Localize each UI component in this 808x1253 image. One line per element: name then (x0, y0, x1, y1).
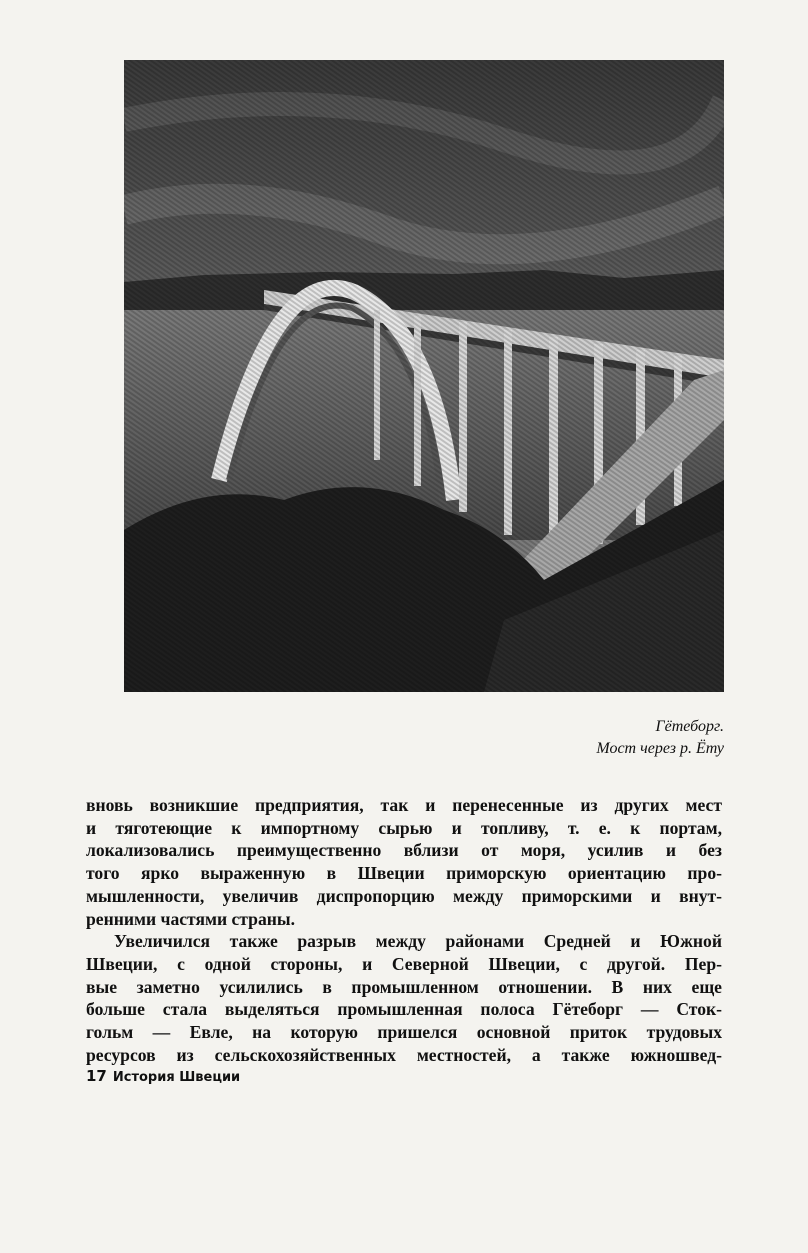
signature-title: История Швеции (112, 1070, 241, 1085)
text-line: Увеличился также разрыв между районами Средней и Южной (114, 931, 722, 952)
text-line: ренними частями страны. (86, 908, 296, 929)
text-line: гольм — Евле, на которую пришелся основной приток трудовых (86, 1022, 722, 1043)
caption-line-bridge: Мост через р. Ёту (596, 740, 724, 757)
text-line: больше стала выделяться промышленная полоса Гётеборг — Сток- (86, 999, 722, 1020)
text-line: вновь возникшие предприятия, так и перенесенные из других мест (86, 795, 722, 815)
text-line: локализовались преимущественно вблизи от моря, усилив и без (86, 840, 722, 861)
text-line: Швеции, с одной стороны, и Северной Швеции, с другой. Пер- (86, 953, 722, 974)
page-footer (86, 1067, 240, 1085)
text-line: и тяготеющие к импортному сырью и топливу, т. е. к портам, (86, 817, 722, 838)
bridge-photo (124, 60, 724, 692)
bridge-illustration (124, 60, 724, 692)
text-line: мышленности, увеличив диспропорцию между приморскими и внут- (86, 885, 722, 906)
signature-number: 17 (86, 1067, 107, 1085)
body-text (86, 794, 722, 1066)
text-line: ресурсов из сельскохозяйственных местностей, а также южношвед- (86, 1044, 722, 1065)
text-line: того ярко выраженную в Швеции приморскую ориентацию про- (86, 863, 722, 884)
text-line: вые заметно усилились в промышленном отношении. В них еще (86, 976, 722, 997)
caption-line-city: Гётеборг. (655, 718, 724, 735)
photo-caption (424, 716, 724, 760)
